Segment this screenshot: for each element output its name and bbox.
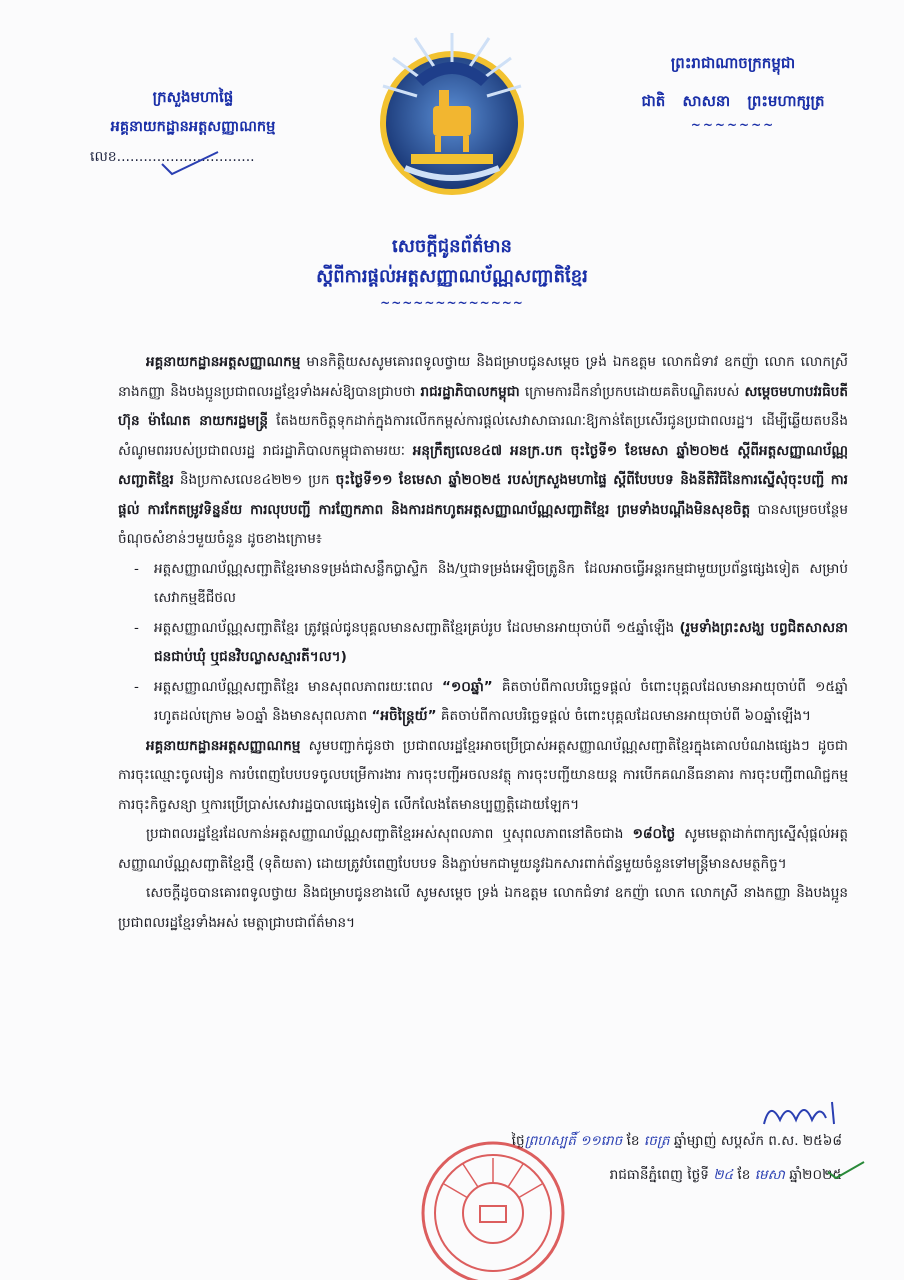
lunar-handwritten-day: ព្រហស្បតិ៍ ១១រោច bbox=[524, 1133, 623, 1149]
p1-text-3: តែងយកចិត្តទុកដាក់ក្នុងការលើកកម្ពស់ការផ្ដល់សេវាសាធារណៈឱ្យកាន់តែប្រសើរជូនប្រជាពលរដ្ឋ។ ដើម្បីឆ្លើយតបនឹងសំណូមពររបស់ប្រជាពលរដ្ឋ រាជរដ្ឋាភិបាលកម្ពុជាតាមរយៈ bbox=[118, 413, 848, 459]
p4-text: សេចក្ដីដូចបានគោរពទូលថ្វាយ និងជម្រាបជូនខាងលើ សូមសម្ដេច ទ្រង់ ឯកឧត្ដម លោកជំទាវ ឧកញ៉ា លោក លោកស្រី នាងកញ្ញា និងបងប្អូនប្រជាពលរដ្ឋខ្មែរទាំងអស់ មេត្តាជ្រាបជាព័ត៌មាន។ bbox=[118, 885, 848, 931]
official-red-seal bbox=[418, 1138, 568, 1280]
list-item bbox=[132, 673, 848, 732]
handwritten-tick bbox=[826, 1160, 866, 1180]
kingdom-name: ព្រះរាជាណាចក្រកម្ពុជា bbox=[670, 54, 796, 72]
bullet-3-text-2: គិតចាប់ពីកាលបរិច្ឆេទផ្ដល់ ចំពោះបុគ្គលដែលមានអាយុចាប់ពី ១៥ឆ្នាំ រហូតដល់ក្រោម ៦០ឆ្នាំ និងមានសុពលភាព bbox=[154, 678, 848, 724]
validity-10-years-bold: “១០ឆ្នាំ” bbox=[442, 678, 493, 695]
p3-text-1: ប្រជាពលរដ្ឋខ្មែរដែលកាន់អត្តសញ្ញាណប័ណ្ណសញ្ជាតិខ្មែរអស់សុពលភាព ឬសុពលភាពនៅតិចជាង bbox=[146, 826, 633, 842]
paragraph-2 bbox=[118, 732, 848, 821]
department-emblem bbox=[375, 28, 529, 198]
motto-ornament: ~~~~~~~ bbox=[690, 118, 776, 132]
document-title bbox=[0, 232, 904, 310]
p1-text-5: បានសម្រេចបន្ថែមចំណុចសំខាន់ៗមួយចំនួន ដូចខាងក្រោម៖ bbox=[118, 501, 848, 547]
reference-number: លេខ............................... bbox=[90, 149, 255, 165]
lunar-handwritten-month: ចេត្រ bbox=[643, 1133, 670, 1149]
month-label: ខែ bbox=[733, 1167, 755, 1183]
p1-text-2: ក្រោមការដឹកនាំប្រកបដោយគតិបណ្ឌិតរបស់ bbox=[519, 383, 745, 400]
handwritten-check-mark bbox=[158, 150, 222, 178]
list-item bbox=[132, 555, 848, 614]
department-name-bold: អគ្គនាយកដ្ឋានអត្តសញ្ញាណកម្ម bbox=[146, 354, 301, 370]
paragraph-1 bbox=[118, 348, 848, 555]
key-points-list bbox=[118, 555, 848, 732]
handwritten-month: មេសា bbox=[754, 1167, 785, 1183]
title-line-2: ស្ដីពីការផ្ដល់អត្តសញ្ញាណប័ណ្ណសញ្ជាតិខ្មែរ bbox=[316, 266, 588, 287]
p1-text-4: និងប្រកាសលេខ៤២២១ ប្រក bbox=[173, 472, 336, 488]
bullet-2-text: អត្តសញ្ញាណប័ណ្ណសញ្ជាតិខ្មែរ ត្រូវផ្ដល់ជូនបុគ្គលមានសញ្ជាតិខ្មែរគ្រប់រូប ដែលមានអាយុចាប់ពី ១៥ឆ្នាំឡើង bbox=[154, 619, 680, 636]
government-name-bold: រាជរដ្ឋាភិបាលកម្ពុជា bbox=[420, 383, 520, 400]
p2-text: សូមបញ្ជាក់ជូនថា ប្រជាពលរដ្ឋខ្មែរអាចប្រើប្រាស់អត្តសញ្ញាណប័ណ្ណសញ្ជាតិខ្មែរក្នុងគោលបំណងផ្សេងៗ ដូចជា ការចុះឈ្មោះចូលរៀន ការបំពេញបែបបទចូលបម្រើការងារ ការចុះបញ្ជីអចលនវត្ថុ ការចុះបញ្ជីយានយន្ត ការបើកគណនីធនាគារ ការចុះបញ្ជីពាណិជ្ជកម្ម ការចុះកិច្ចសន្យា ឬការប្រើប្រាស់សេវារដ្ឋបាលផ្សេងទៀត លើកលែងតែមានប្បញ្ញត្តិដោយឡែក។ bbox=[118, 737, 848, 813]
p1-text-1: មានកិត្តិយសសូមគោរពទូលថ្វាយ និងជម្រាបជូនសម្ដេច ទ្រង់ ឯកឧត្ដម លោកជំទាវ ឧកញ៉ា លោក លោកស្រី នាងកញ្ញា និងបងប្អូនប្រជាពលរដ្ឋខ្មែរទាំងអស់ឱ្យបានជ្រាបថា bbox=[118, 354, 848, 400]
department-name-bold-2: អគ្គនាយកដ្ឋានអត្តសញ្ញាណកម្ម bbox=[146, 737, 301, 754]
title-ornament: ~~~~~~~~~~~~~ bbox=[380, 296, 524, 310]
lunar-prefix: ថ្ងៃ bbox=[511, 1133, 525, 1149]
prakas-bold: ចុះថ្ងៃទី១១ ខែមេសា ឆ្នាំ២០២៥ របស់ក្រសួងមហាផ្ទៃ ស្ដីពីបែបបទ និងនីតិវិធីនៃការស្នើសុំចុះបញ្ជី ការផ្ដល់ ការកែតម្រូវទិន្នន័យ ការលុបបញ្ជី ការញែកភាព និងការដកហូតអត្តសញ្ញាណប័ណ្ណសញ្ជាតិខ្មែរ ព្រមទាំងបណ្ដឹងមិនសុខចិត្ត bbox=[118, 472, 848, 518]
place-prefix: រាជធានីភ្នំពេញ ថ្ងៃទី bbox=[609, 1167, 714, 1183]
lunar-month-label: ខែ bbox=[622, 1133, 644, 1149]
paragraph-3 bbox=[118, 820, 848, 879]
lunar-year: ឆ្នាំម្សាញ់ សប្តស័ក ព.ស. ២៥៦៨ bbox=[669, 1133, 842, 1149]
list-item bbox=[132, 614, 848, 673]
handwritten-day: ២៤ bbox=[713, 1167, 734, 1183]
prime-minister-bold: សម្ដេចមហាបវរធិបតី ហ៊ុន ម៉ាណែត នាយករដ្ឋមន្ត្រី bbox=[118, 383, 848, 429]
kingdom-header bbox=[598, 44, 868, 130]
p3-text-2: សូមមេត្តាដាក់ពាក្យស្នើសុំផ្ដល់អត្តសញ្ញាណប័ណ្ណសញ្ជាតិខ្មែរថ្មី (ទុតិយតា) ដោយត្រូវបំពេញបែបបទ និងភ្ជាប់មកជាមួយនូវឯកសារពាក់ព័ន្ធមួយចំនួនទៅមន្ត្រីមានសមត្ថកិច្ច។ bbox=[118, 826, 848, 872]
sub-decree-bold: អនុក្រឹត្យលេខ៤៧ អនក្រ.បក ចុះថ្ងៃទី១ ខែមេសា ឆ្នាំ២០២៥ ស្ដីពីអត្តសញ្ញាណប័ណ្ណសញ្ជាតិខ្មែរ bbox=[118, 442, 848, 488]
national-motto: ជាតិ សាសនា ព្រះមហាក្សត្រ bbox=[641, 92, 825, 110]
bullet-3-text-3: គិតចាប់ពីកាលបរិច្ឆេទផ្ដល់ ចំពោះបុគ្គលដែលមានអាយុចាប់ពី ៦០ឆ្នាំឡើង។ bbox=[436, 708, 811, 724]
bullet-1-text: អត្តសញ្ញាណប័ណ្ណសញ្ជាតិខ្មែរមានទម្រង់ជាសន្លឹកប្លាស្ទិក និង/ឬជាទម្រង់អេឡិចត្រូនិក ដែលអាចធ្វើអន្តរកម្មជាមួយប្រព័ន្ធផ្សេងទៀត សម្រាប់សេវាកម្មឌីជីថល bbox=[154, 560, 848, 606]
paragraph-4 bbox=[118, 879, 848, 938]
year-text: ឆ្នាំ២០២៥ bbox=[784, 1167, 842, 1183]
ministry-name: ក្រសួងមហាផ្ទៃ bbox=[152, 88, 234, 106]
bullet-2-bold: (រួមទាំងព្រះសង្ឃ បព្វជិតសាសនា ជនជាប់ឃុំ ឬជនវិបល្លាសស្មារតី។ល។) bbox=[154, 619, 848, 665]
validity-permanent-bold: “អចិន្ត្រៃយ៍” bbox=[371, 708, 437, 724]
days-180-bold: ១៨០ថ្ងៃ bbox=[632, 826, 676, 842]
department-name: អគ្គនាយកដ្ឋានអត្តសញ្ញាណកម្ម bbox=[110, 119, 276, 135]
bullet-3-text-1: អត្តសញ្ញាណប័ណ្ណសញ្ជាតិខ្មែរ មានសុពលភាពរយៈពេល bbox=[154, 678, 443, 695]
title-line-1: សេចក្ដីជូនព័ត៌មាន bbox=[392, 236, 512, 257]
document-body bbox=[118, 348, 848, 938]
